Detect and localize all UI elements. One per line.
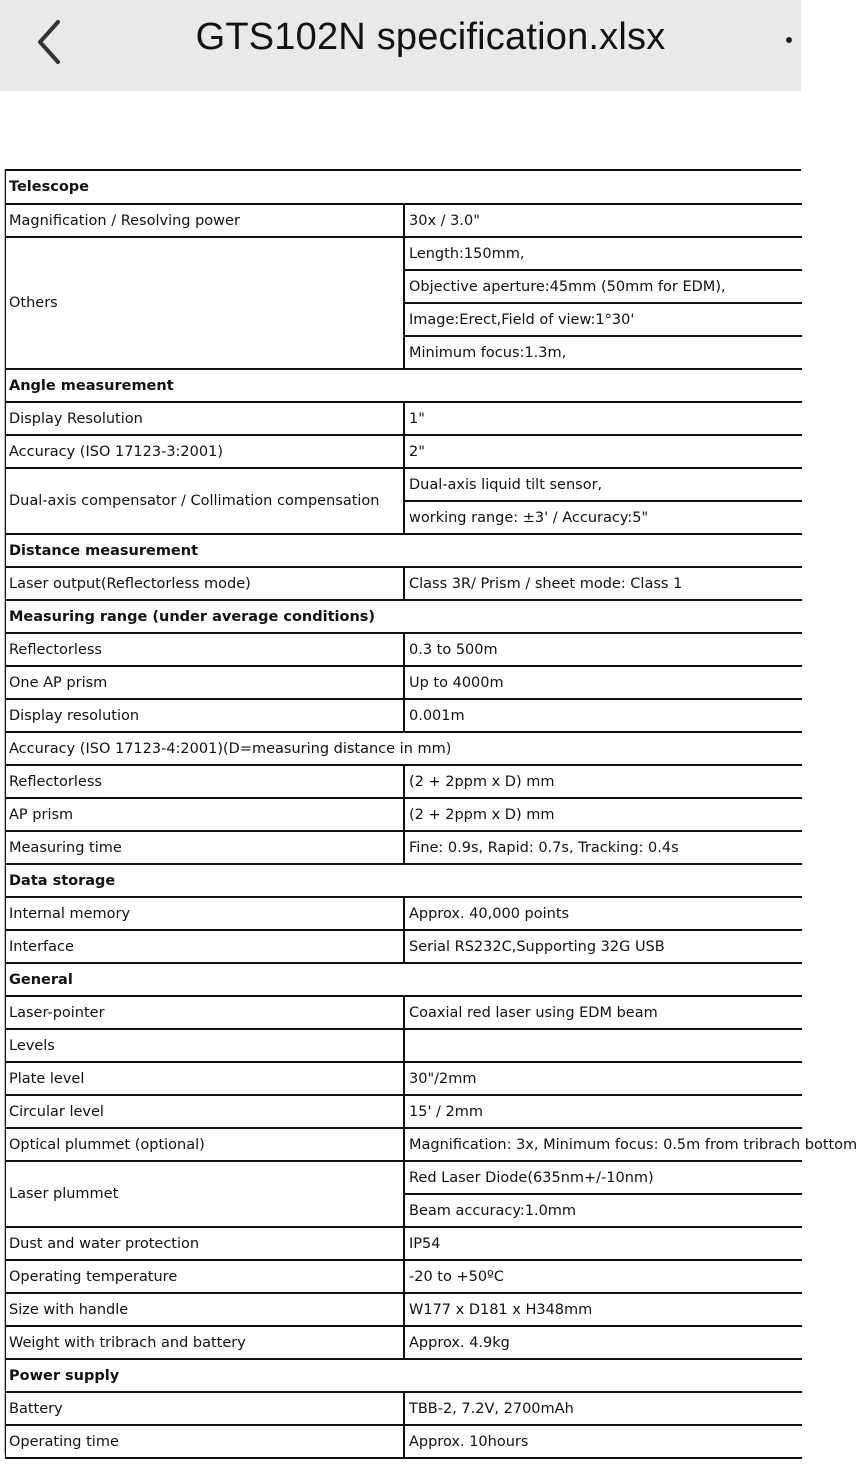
value-cell[interactable]: Dual-axis liquid tilt sensor,	[404, 468, 802, 501]
table-row	[6, 930, 802, 963]
table-row	[6, 1029, 802, 1062]
value-cell[interactable]: Up to 4000m	[404, 666, 802, 699]
key-cell[interactable]: One AP prism	[6, 666, 404, 699]
value-cell[interactable]: 30x / 3.0"	[404, 204, 802, 237]
section-header-cell[interactable]: Power supply	[6, 1359, 802, 1392]
table-row	[6, 1392, 802, 1425]
value-cell[interactable]: (2 + 2ppm x D) mm	[404, 765, 802, 798]
value-cell[interactable]: Image:Erect,Field of view:1°30'	[404, 303, 802, 336]
table-row	[6, 798, 802, 831]
section-header-row	[6, 600, 802, 633]
value-cell[interactable]: working range: ±3' / Accuracy:5"	[404, 501, 802, 534]
value-cell[interactable]: Approx. 10hours	[404, 1425, 802, 1458]
value-cell[interactable]: Approx. 40,000 points	[404, 897, 802, 930]
table-row	[6, 897, 802, 930]
table-row	[6, 1161, 802, 1194]
value-cell[interactable]: IP54	[404, 1227, 802, 1260]
key-cell[interactable]: Measuring time	[6, 831, 404, 864]
spreadsheet[interactable]	[5, 169, 857, 1459]
more-button[interactable]	[780, 30, 801, 50]
value-cell[interactable]: 15' / 2mm	[404, 1095, 802, 1128]
value-cell[interactable]: 30"/2mm	[404, 1062, 802, 1095]
key-cell[interactable]: Reflectorless	[6, 765, 404, 798]
table-row	[6, 666, 802, 699]
value-cell[interactable]: Fine: 0.9s, Rapid: 0.7s, Tracking: 0.4s	[404, 831, 802, 864]
section-header-cell[interactable]: Distance measurement	[6, 534, 802, 567]
value-cell[interactable]: Red Laser Diode(635nm+/-10nm)	[404, 1161, 802, 1194]
key-cell[interactable]: Levels	[6, 1029, 404, 1062]
key-cell[interactable]: Accuracy (ISO 17123-3:2001)	[6, 435, 404, 468]
document-title: GTS102N specification.xlsx	[195, 16, 666, 58]
value-cell[interactable]: Class 3R/ Prism / sheet mode: Class 1	[404, 567, 802, 600]
key-cell[interactable]: Laser-pointer	[6, 996, 404, 1029]
span-row	[6, 732, 802, 765]
key-cell[interactable]: Internal memory	[6, 897, 404, 930]
navigation-bar	[0, 0, 801, 91]
section-header-row	[6, 864, 802, 897]
key-cell[interactable]: Dust and water protection	[6, 1227, 404, 1260]
key-cell[interactable]: Optical plummet (optional)	[6, 1128, 404, 1161]
section-header-cell[interactable]: Measuring range (under average conditions)	[6, 600, 802, 633]
table-row	[6, 402, 802, 435]
key-cell[interactable]: Plate level	[6, 1062, 404, 1095]
key-cell[interactable]: Magnification / Resolving power	[6, 204, 404, 237]
key-cell[interactable]: Operating time	[6, 1425, 404, 1458]
value-cell[interactable]: Objective aperture:45mm (50mm for EDM),	[404, 270, 802, 303]
value-cell[interactable]: 2"	[404, 435, 802, 468]
chevron-left-icon	[30, 18, 74, 66]
section-header-row	[6, 963, 802, 996]
table-row	[6, 567, 802, 600]
table-row	[6, 468, 802, 501]
section-header-row	[6, 369, 802, 402]
table-row	[6, 831, 802, 864]
value-cell[interactable]	[404, 1029, 802, 1062]
table-row	[6, 1227, 802, 1260]
key-cell[interactable]: Laser output(Reflectorless mode)	[6, 567, 404, 600]
value-cell[interactable]: (2 + 2ppm x D) mm	[404, 798, 802, 831]
key-cell[interactable]: AP prism	[6, 798, 404, 831]
table-row	[6, 996, 802, 1029]
value-cell[interactable]: Magnification: 3x, Minimum focus: 0.5m from tribrach bottom	[404, 1128, 802, 1161]
table-row	[6, 435, 802, 468]
table-row	[6, 1260, 802, 1293]
section-header-cell[interactable]: Telescope	[6, 171, 802, 204]
value-cell[interactable]: Minimum focus:1.3m,	[404, 336, 802, 369]
span-cell[interactable]: Accuracy (ISO 17123-4:2001)(D=measuring distance in mm)	[6, 732, 802, 765]
table-row	[6, 633, 802, 666]
value-cell[interactable]: 1"	[404, 402, 802, 435]
section-header-row	[6, 1359, 802, 1392]
key-cell[interactable]: Reflectorless	[6, 633, 404, 666]
table-row	[6, 1293, 802, 1326]
table-row	[6, 765, 802, 798]
section-header-row	[6, 534, 802, 567]
key-cell[interactable]: Interface	[6, 930, 404, 963]
back-button[interactable]	[30, 18, 74, 66]
section-header-cell[interactable]: General	[6, 963, 802, 996]
value-cell[interactable]: 0.3 to 500m	[404, 633, 802, 666]
value-cell[interactable]: TBB-2, 7.2V, 2700mAh	[404, 1392, 802, 1425]
key-cell[interactable]: Size with handle	[6, 1293, 404, 1326]
spec-table	[6, 171, 857, 1459]
section-header-cell[interactable]: Data storage	[6, 864, 802, 897]
value-cell[interactable]: Serial RS232C,Supporting 32G USB	[404, 930, 802, 963]
table-row	[6, 1128, 802, 1161]
key-cell[interactable]: Dual-axis compensator / Collimation compensation	[6, 468, 404, 534]
key-cell[interactable]: Display resolution	[6, 699, 404, 732]
section-header-cell[interactable]: Angle measurement	[6, 369, 802, 402]
key-cell[interactable]: Weight with tribrach and battery	[6, 1326, 404, 1359]
key-cell[interactable]: Others	[6, 237, 404, 369]
value-cell[interactable]: Coaxial red laser using EDM beam	[404, 996, 802, 1029]
value-cell[interactable]: 0.001m	[404, 699, 802, 732]
value-cell[interactable]: Beam accuracy:1.0mm	[404, 1194, 802, 1227]
spec-table-body	[6, 171, 857, 1458]
key-cell[interactable]: Laser plummet	[6, 1161, 404, 1227]
value-cell[interactable]: -20 to +50ºC	[404, 1260, 802, 1293]
table-row	[6, 699, 802, 732]
table-row	[6, 1326, 802, 1359]
key-cell[interactable]: Battery	[6, 1392, 404, 1425]
table-row	[6, 1425, 802, 1458]
section-header-row	[6, 171, 802, 204]
key-cell[interactable]: Operating temperature	[6, 1260, 404, 1293]
key-cell[interactable]: Circular level	[6, 1095, 404, 1128]
value-cell[interactable]: W177 x D181 x H348mm	[404, 1293, 802, 1326]
key-cell[interactable]: Display Resolution	[6, 402, 404, 435]
table-row	[6, 204, 802, 237]
table-row	[6, 237, 802, 270]
value-cell[interactable]: Length:150mm,	[404, 237, 802, 270]
more-dots-icon	[786, 37, 792, 43]
table-row	[6, 1095, 802, 1128]
value-cell[interactable]: Approx. 4.9kg	[404, 1326, 802, 1359]
table-row	[6, 1062, 802, 1095]
